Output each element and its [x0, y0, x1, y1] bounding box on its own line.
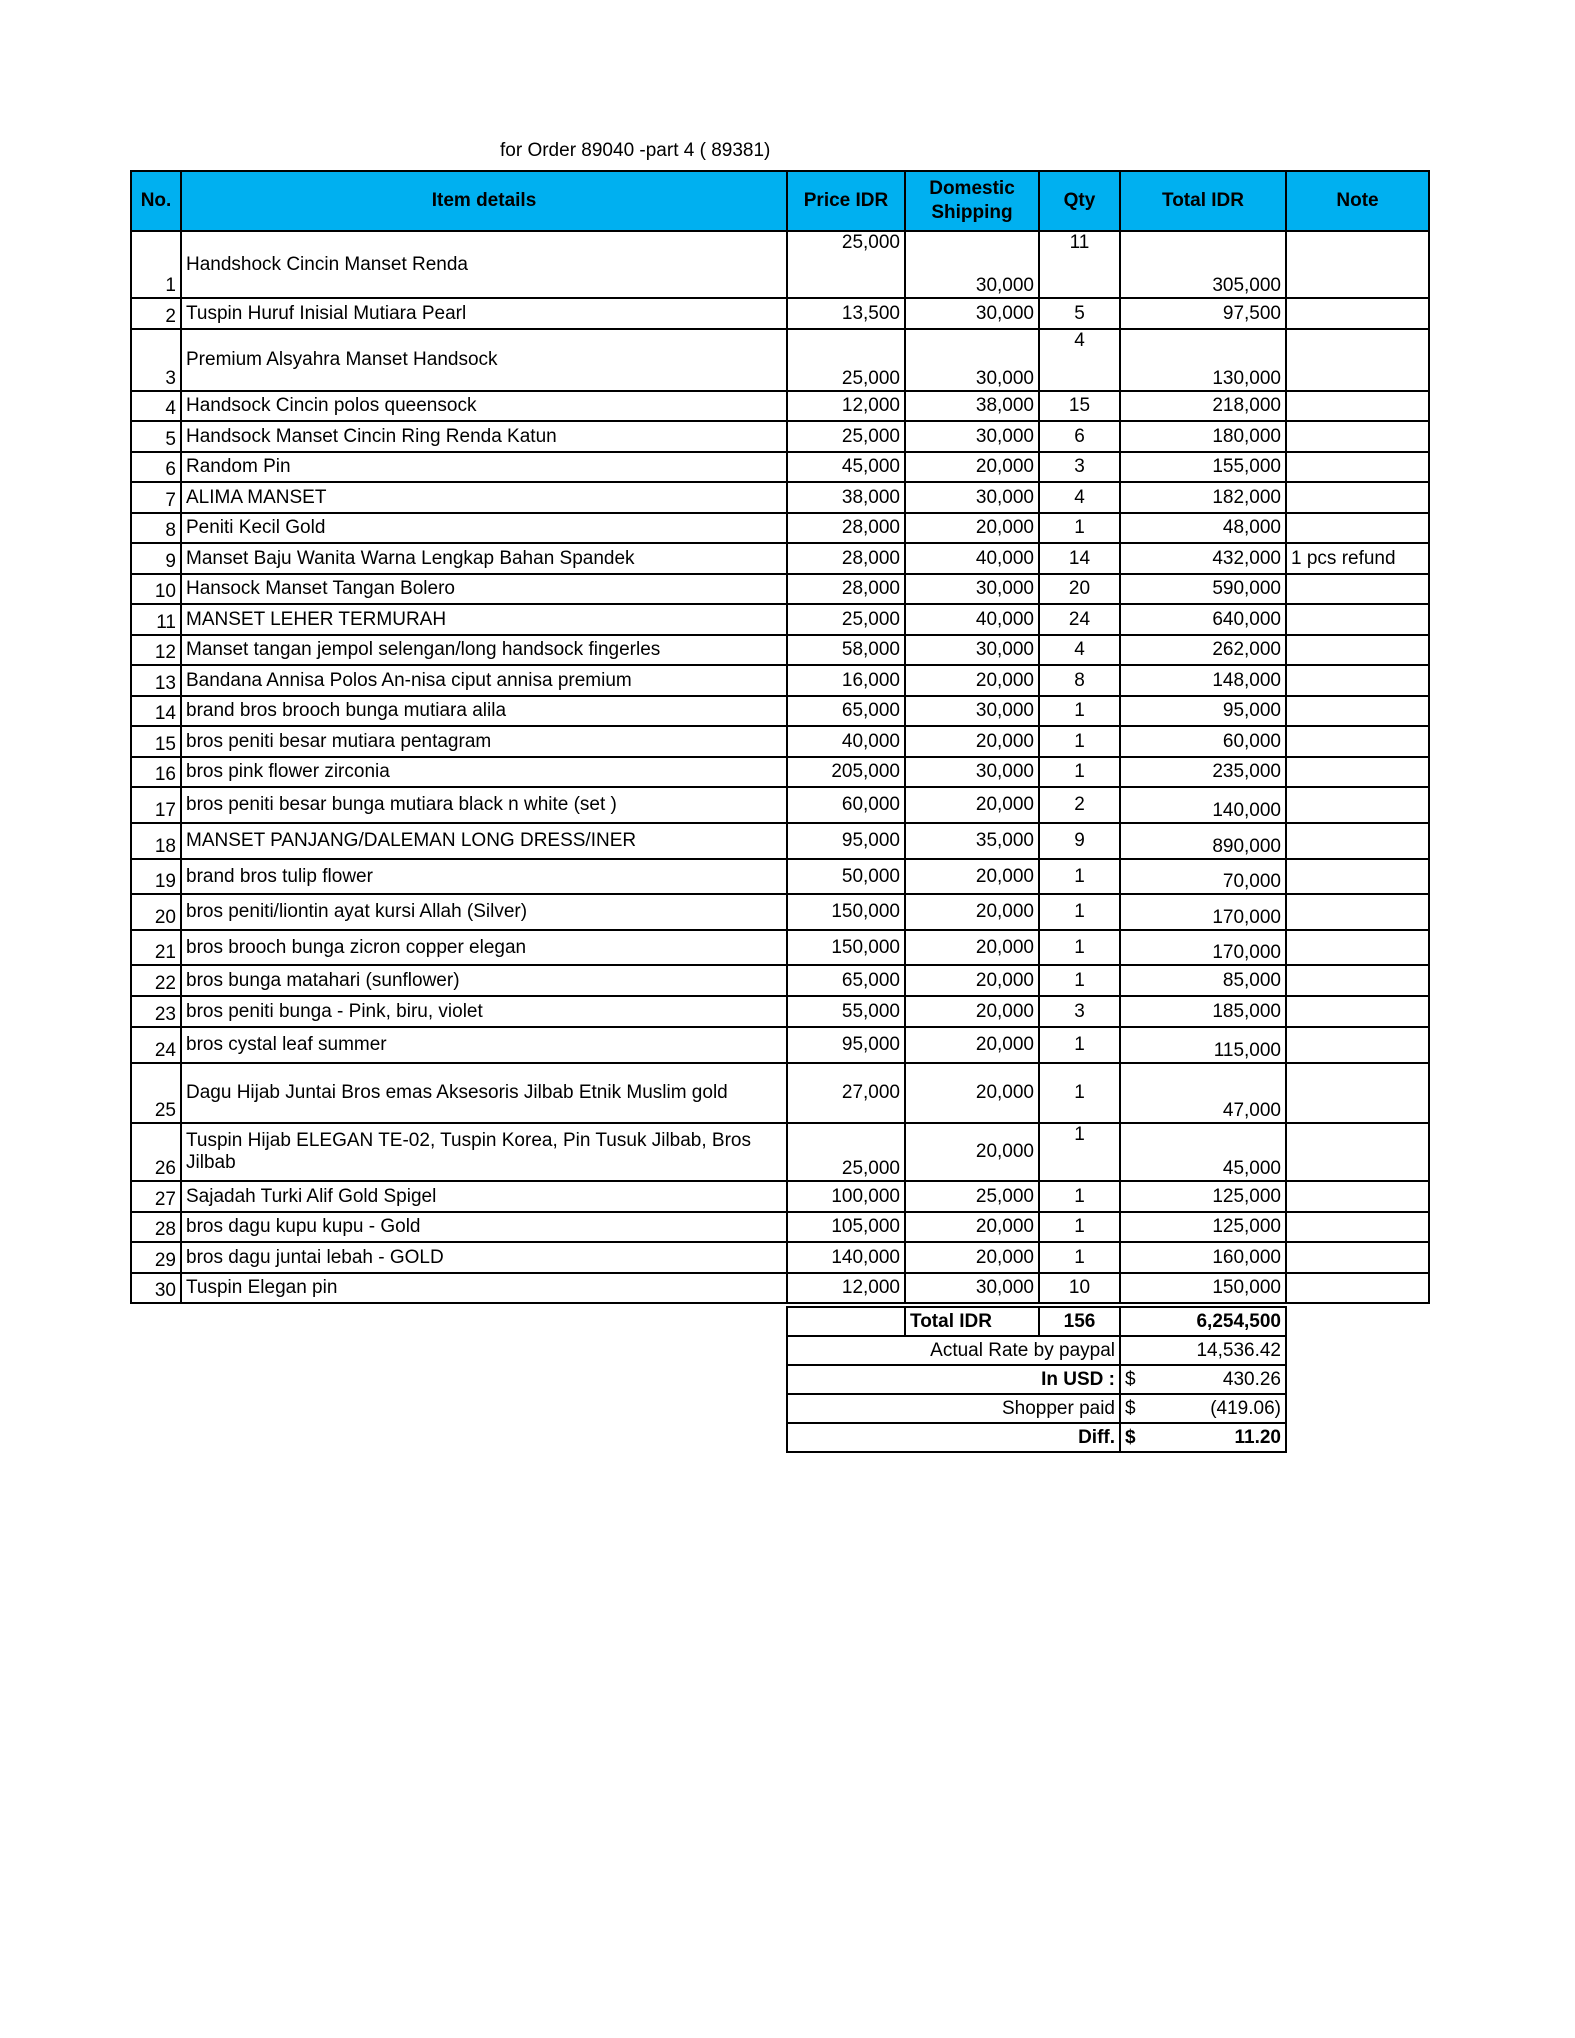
item-details: Premium Alsyahra Manset Handsock — [181, 329, 787, 391]
row-number: 21 — [131, 930, 181, 965]
domestic-shipping: 20,000 — [905, 859, 1039, 894]
row-number: 9 — [131, 543, 181, 574]
row-number: 27 — [131, 1181, 181, 1212]
table-row — [131, 696, 1429, 726]
note — [1286, 787, 1429, 823]
summary-paid-cell — [1120, 1394, 1286, 1423]
summary-usd-value: 430.26 — [1222, 1368, 1281, 1390]
item-details: Manset Baju Wanita Warna Lengkap Bahan Spandek — [181, 543, 787, 574]
total-idr: 60,000 — [1120, 726, 1286, 757]
summary-diff-value: 11.20 — [1234, 1426, 1281, 1448]
note — [1286, 231, 1429, 298]
table-row — [131, 543, 1429, 574]
price-idr: 150,000 — [787, 894, 905, 930]
row-number: 22 — [131, 965, 181, 996]
total-idr: 47,000 — [1120, 1063, 1286, 1123]
domestic-shipping: 20,000 — [905, 1212, 1039, 1242]
row-number: 20 — [131, 894, 181, 930]
note — [1286, 726, 1429, 757]
total-idr: 235,000 — [1120, 757, 1286, 787]
row-number: 15 — [131, 726, 181, 757]
qty: 11 — [1039, 231, 1120, 298]
header-item-details: Item details — [181, 171, 787, 231]
row-number: 17 — [131, 787, 181, 823]
qty: 1 — [1039, 859, 1120, 894]
item-details: bros peniti/liontin ayat kursi Allah (Silver) — [181, 894, 787, 930]
row-number: 14 — [131, 696, 181, 726]
note — [1286, 298, 1429, 329]
dollar-sign: $ — [1125, 1426, 1136, 1448]
note — [1286, 1063, 1429, 1123]
header-price-idr: Price IDR — [787, 171, 905, 231]
table-row — [131, 391, 1429, 421]
domestic-shipping: 20,000 — [905, 996, 1039, 1027]
note — [1286, 391, 1429, 421]
note — [1286, 482, 1429, 513]
summary-table — [786, 1306, 1287, 1453]
item-details: Bandana Annisa Polos An-nisa ciput annisa premium — [181, 665, 787, 696]
note — [1286, 757, 1429, 787]
domestic-shipping: 20,000 — [905, 1123, 1039, 1181]
total-idr: 45,000 — [1120, 1123, 1286, 1181]
price-idr: 50,000 — [787, 859, 905, 894]
price-idr: 95,000 — [787, 823, 905, 859]
summary-total-row — [787, 1307, 1286, 1336]
price-idr: 105,000 — [787, 1212, 905, 1242]
domestic-shipping: 30,000 — [905, 696, 1039, 726]
note — [1286, 859, 1429, 894]
domestic-shipping: 20,000 — [905, 726, 1039, 757]
total-idr: 148,000 — [1120, 665, 1286, 696]
price-idr: 45,000 — [787, 452, 905, 482]
item-details: bros brooch bunga zicron copper elegan — [181, 930, 787, 965]
price-idr: 13,500 — [787, 298, 905, 329]
header-no: No. — [131, 171, 181, 231]
table-row — [131, 482, 1429, 513]
total-idr: 180,000 — [1120, 421, 1286, 452]
domestic-shipping: 20,000 — [905, 1242, 1039, 1273]
row-number: 30 — [131, 1273, 181, 1303]
table-row — [131, 513, 1429, 543]
row-number: 10 — [131, 574, 181, 604]
table-row — [131, 1212, 1429, 1242]
price-idr: 65,000 — [787, 696, 905, 726]
total-idr: 170,000 — [1120, 930, 1286, 965]
domestic-shipping: 20,000 — [905, 1027, 1039, 1063]
table-row — [131, 894, 1429, 930]
total-idr: 97,500 — [1120, 298, 1286, 329]
table-row — [131, 635, 1429, 665]
dollar-sign: $ — [1125, 1368, 1136, 1390]
item-details: Peniti Kecil Gold — [181, 513, 787, 543]
summary-paid-value: (419.06) — [1210, 1397, 1281, 1419]
note — [1286, 329, 1429, 391]
domestic-shipping: 20,000 — [905, 452, 1039, 482]
total-idr: 160,000 — [1120, 1242, 1286, 1273]
qty: 4 — [1039, 635, 1120, 665]
row-number: 23 — [131, 996, 181, 1027]
price-idr: 38,000 — [787, 482, 905, 513]
total-idr: 218,000 — [1120, 391, 1286, 421]
total-idr: 590,000 — [1120, 574, 1286, 604]
price-idr: 55,000 — [787, 996, 905, 1027]
note — [1286, 421, 1429, 452]
row-number: 4 — [131, 391, 181, 421]
item-details: bros pink flower zirconia — [181, 757, 787, 787]
note — [1286, 1123, 1429, 1181]
qty: 4 — [1039, 329, 1120, 391]
table-row — [131, 452, 1429, 482]
domestic-shipping: 38,000 — [905, 391, 1039, 421]
qty: 8 — [1039, 665, 1120, 696]
table-row — [131, 787, 1429, 823]
note — [1286, 1273, 1429, 1303]
price-idr: 150,000 — [787, 930, 905, 965]
row-number: 25 — [131, 1063, 181, 1123]
row-number: 19 — [131, 859, 181, 894]
total-idr: 432,000 — [1120, 543, 1286, 574]
note — [1286, 513, 1429, 543]
qty: 4 — [1039, 482, 1120, 513]
qty: 1 — [1039, 696, 1120, 726]
summary-paid-label: Shopper paid — [787, 1394, 1120, 1423]
note — [1286, 930, 1429, 965]
header-shipping-line2: Shipping — [931, 202, 1013, 223]
note — [1286, 823, 1429, 859]
summary-total-label: Total IDR — [905, 1307, 1039, 1336]
price-idr: 12,000 — [787, 1273, 905, 1303]
header-domestic-shipping — [905, 171, 1039, 231]
note — [1286, 996, 1429, 1027]
domestic-shipping: 20,000 — [905, 930, 1039, 965]
domestic-shipping: 40,000 — [905, 543, 1039, 574]
row-number: 5 — [131, 421, 181, 452]
note — [1286, 1181, 1429, 1212]
summary-usd-row — [787, 1365, 1286, 1394]
table-row — [131, 930, 1429, 965]
price-idr: 28,000 — [787, 543, 905, 574]
summary-rate-row — [787, 1336, 1286, 1365]
table-row — [131, 1123, 1429, 1181]
row-number: 16 — [131, 757, 181, 787]
item-details: bros peniti bunga - Pink, biru, violet — [181, 996, 787, 1027]
summary-usd-label: In USD : — [787, 1365, 1120, 1394]
table-row — [131, 1063, 1429, 1123]
domestic-shipping: 25,000 — [905, 1181, 1039, 1212]
domestic-shipping: 30,000 — [905, 231, 1039, 298]
total-idr: 70,000 — [1120, 859, 1286, 894]
note — [1286, 1242, 1429, 1273]
qty: 2 — [1039, 787, 1120, 823]
qty: 3 — [1039, 996, 1120, 1027]
summary-diff-cell — [1120, 1423, 1286, 1452]
price-idr: 100,000 — [787, 1181, 905, 1212]
price-idr: 95,000 — [787, 1027, 905, 1063]
table-row — [131, 823, 1429, 859]
price-idr: 25,000 — [787, 604, 905, 635]
item-details: Manset tangan jempol selengan/long handsock fingerles — [181, 635, 787, 665]
qty: 1 — [1039, 1181, 1120, 1212]
qty: 10 — [1039, 1273, 1120, 1303]
total-idr: 170,000 — [1120, 894, 1286, 930]
domestic-shipping: 40,000 — [905, 604, 1039, 635]
domestic-shipping: 20,000 — [905, 513, 1039, 543]
summary-paid-row — [787, 1394, 1286, 1423]
table-row — [131, 1181, 1429, 1212]
note — [1286, 1212, 1429, 1242]
table-row — [131, 1242, 1429, 1273]
domestic-shipping: 30,000 — [905, 1273, 1039, 1303]
order-title: for Order 89040 -part 4 ( 89381) — [500, 140, 771, 161]
row-number: 24 — [131, 1027, 181, 1063]
table-row — [131, 996, 1429, 1027]
header-total-idr: Total IDR — [1120, 171, 1286, 231]
item-details: Hansock Manset Tangan Bolero — [181, 574, 787, 604]
price-idr: 60,000 — [787, 787, 905, 823]
domestic-shipping: 30,000 — [905, 757, 1039, 787]
summary-blank-cell — [787, 1307, 905, 1336]
item-details: MANSET PANJANG/DALEMAN LONG DRESS/INER — [181, 823, 787, 859]
qty: 5 — [1039, 298, 1120, 329]
domestic-shipping: 20,000 — [905, 665, 1039, 696]
summary-rate-value: 14,536.42 — [1120, 1336, 1286, 1365]
domestic-shipping: 30,000 — [905, 298, 1039, 329]
domestic-shipping: 30,000 — [905, 329, 1039, 391]
summary-rate-label: Actual Rate by paypal — [787, 1336, 1120, 1365]
qty: 1 — [1039, 1242, 1120, 1273]
total-idr: 115,000 — [1120, 1027, 1286, 1063]
qty: 1 — [1039, 894, 1120, 930]
price-idr: 65,000 — [787, 965, 905, 996]
note — [1286, 635, 1429, 665]
summary-total-idr: 6,254,500 — [1120, 1307, 1286, 1336]
row-number: 29 — [131, 1242, 181, 1273]
qty: 6 — [1039, 421, 1120, 452]
item-details: MANSET LEHER TERMURAH — [181, 604, 787, 635]
row-number: 3 — [131, 329, 181, 391]
item-details: bros bunga matahari (sunflower) — [181, 965, 787, 996]
item-details: Tuspin Huruf Inisial Mutiara Pearl — [181, 298, 787, 329]
domestic-shipping: 20,000 — [905, 787, 1039, 823]
item-details: Dagu Hijab Juntai Bros emas Aksesoris Jilbab Etnik Muslim gold — [181, 1063, 787, 1123]
domestic-shipping: 30,000 — [905, 574, 1039, 604]
price-idr: 12,000 — [787, 391, 905, 421]
qty: 14 — [1039, 543, 1120, 574]
table-header-row — [131, 171, 1429, 231]
table-row — [131, 421, 1429, 452]
table-row — [131, 298, 1429, 329]
summary-usd-cell — [1120, 1365, 1286, 1394]
note — [1286, 696, 1429, 726]
item-details: bros peniti besar bunga mutiara black n white (set ) — [181, 787, 787, 823]
item-details: Handshock Cincin Manset Renda — [181, 231, 787, 298]
table-row — [131, 574, 1429, 604]
total-idr: 150,000 — [1120, 1273, 1286, 1303]
row-number: 6 — [131, 452, 181, 482]
item-details: Handsock Cincin polos queensock — [181, 391, 787, 421]
total-idr: 182,000 — [1120, 482, 1286, 513]
price-idr: 58,000 — [787, 635, 905, 665]
item-details: ALIMA MANSET — [181, 482, 787, 513]
total-idr: 125,000 — [1120, 1181, 1286, 1212]
item-details: bros dagu kupu kupu - Gold — [181, 1212, 787, 1242]
row-number: 8 — [131, 513, 181, 543]
price-idr: 140,000 — [787, 1242, 905, 1273]
qty: 1 — [1039, 513, 1120, 543]
total-idr: 125,000 — [1120, 1212, 1286, 1242]
note — [1286, 574, 1429, 604]
item-details: Tuspin Hijab ELEGAN TE-02, Tuspin Korea, Pin Tusuk Jilbab, Bros Jilbab — [181, 1123, 787, 1181]
table-row — [131, 859, 1429, 894]
table-row — [131, 231, 1429, 298]
row-number: 1 — [131, 231, 181, 298]
order-items-table — [130, 170, 1430, 1304]
row-number: 28 — [131, 1212, 181, 1242]
qty: 20 — [1039, 574, 1120, 604]
qty: 1 — [1039, 930, 1120, 965]
row-number: 26 — [131, 1123, 181, 1181]
summary-total-qty: 156 — [1039, 1307, 1120, 1336]
item-details: Handsock Manset Cincin Ring Renda Katun — [181, 421, 787, 452]
item-details: Tuspin Elegan pin — [181, 1273, 787, 1303]
qty: 1 — [1039, 965, 1120, 996]
note — [1286, 604, 1429, 635]
item-details: brand bros tulip flower — [181, 859, 787, 894]
table-row — [131, 329, 1429, 391]
qty: 15 — [1039, 391, 1120, 421]
item-details: bros dagu juntai lebah - GOLD — [181, 1242, 787, 1273]
price-idr: 28,000 — [787, 574, 905, 604]
total-idr: 640,000 — [1120, 604, 1286, 635]
qty: 9 — [1039, 823, 1120, 859]
price-idr: 25,000 — [787, 329, 905, 391]
price-idr: 40,000 — [787, 726, 905, 757]
summary-diff-row — [787, 1423, 1286, 1452]
row-number: 7 — [131, 482, 181, 513]
total-idr: 48,000 — [1120, 513, 1286, 543]
header-qty: Qty — [1039, 171, 1120, 231]
table-row — [131, 604, 1429, 635]
total-idr: 95,000 — [1120, 696, 1286, 726]
qty: 24 — [1039, 604, 1120, 635]
note: 1 pcs refund — [1286, 543, 1429, 574]
domestic-shipping: 30,000 — [905, 482, 1039, 513]
price-idr: 205,000 — [787, 757, 905, 787]
note — [1286, 1027, 1429, 1063]
price-idr: 25,000 — [787, 1123, 905, 1181]
domestic-shipping: 20,000 — [905, 894, 1039, 930]
table-row — [131, 965, 1429, 996]
header-shipping-line1: Domestic — [929, 178, 1015, 199]
table-row — [131, 1273, 1429, 1303]
item-details: brand bros brooch bunga mutiara alila — [181, 696, 787, 726]
item-details: Sajadah Turki Alif Gold Spigel — [181, 1181, 787, 1212]
row-number: 18 — [131, 823, 181, 859]
total-idr: 85,000 — [1120, 965, 1286, 996]
qty: 1 — [1039, 1027, 1120, 1063]
row-number: 13 — [131, 665, 181, 696]
qty: 1 — [1039, 1063, 1120, 1123]
qty: 1 — [1039, 1212, 1120, 1242]
table-row — [131, 665, 1429, 696]
total-idr: 890,000 — [1120, 823, 1286, 859]
item-details: bros cystal leaf summer — [181, 1027, 787, 1063]
item-details: bros peniti besar mutiara pentagram — [181, 726, 787, 757]
qty: 1 — [1039, 726, 1120, 757]
domestic-shipping: 35,000 — [905, 823, 1039, 859]
domestic-shipping: 30,000 — [905, 421, 1039, 452]
price-idr: 25,000 — [787, 421, 905, 452]
table-row — [131, 726, 1429, 757]
note — [1286, 665, 1429, 696]
dollar-sign: $ — [1125, 1397, 1136, 1419]
price-idr: 16,000 — [787, 665, 905, 696]
price-idr: 25,000 — [787, 231, 905, 298]
header-note: Note — [1286, 171, 1429, 231]
price-idr: 28,000 — [787, 513, 905, 543]
total-idr: 262,000 — [1120, 635, 1286, 665]
row-number: 12 — [131, 635, 181, 665]
total-idr: 130,000 — [1120, 329, 1286, 391]
table-row — [131, 1027, 1429, 1063]
total-idr: 155,000 — [1120, 452, 1286, 482]
note — [1286, 452, 1429, 482]
total-idr: 140,000 — [1120, 787, 1286, 823]
qty: 1 — [1039, 1123, 1120, 1181]
domestic-shipping: 30,000 — [905, 635, 1039, 665]
domestic-shipping: 20,000 — [905, 1063, 1039, 1123]
note — [1286, 894, 1429, 930]
note — [1286, 965, 1429, 996]
row-number: 2 — [131, 298, 181, 329]
summary-diff-label: Diff. — [787, 1423, 1120, 1452]
total-idr: 185,000 — [1120, 996, 1286, 1027]
item-details: Random Pin — [181, 452, 787, 482]
table-row — [131, 757, 1429, 787]
qty: 1 — [1039, 757, 1120, 787]
domestic-shipping: 20,000 — [905, 965, 1039, 996]
qty: 3 — [1039, 452, 1120, 482]
total-idr: 305,000 — [1120, 231, 1286, 298]
row-number: 11 — [131, 604, 181, 635]
price-idr: 27,000 — [787, 1063, 905, 1123]
